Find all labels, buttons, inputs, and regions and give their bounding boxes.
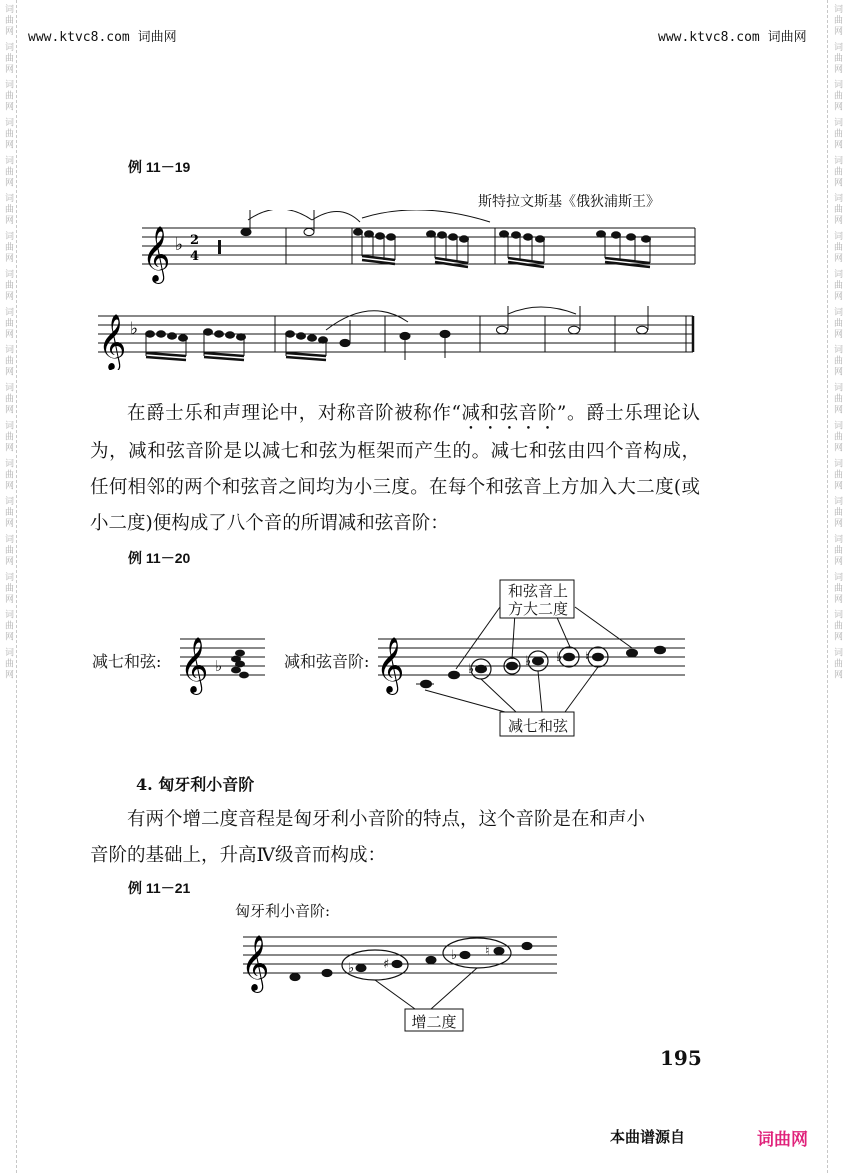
treble-clef-5: 𝄞 bbox=[241, 935, 270, 991]
paragraph-1-text-a: 在爵士乐和声理论中，对称音阶被称作“ bbox=[127, 403, 461, 424]
paragraph-diminished-scale bbox=[90, 396, 700, 542]
left-watermark-text: 词曲网 词曲网 词曲网 词曲网 词曲网 词曲网 词曲网 词曲网 词曲网 词曲网 词曲网 词曲网 词曲网 词曲网 词曲网 词曲网 词曲网 词曲网 bbox=[3, 4, 13, 681]
paragraph-1-text-b: ”。爵士乐理论认为，减和弦音阶是以减七和弦为框架而产生的。减七和弦由四个音构成，任何相邻的两个和弦音之间均为小三度。在每个和弦音上方加入大二度(或小二度)便构成了八个音的所谓减和弦音阶： bbox=[90, 403, 700, 534]
key-signature-flat-2: ♭ bbox=[130, 319, 139, 339]
svg-text:♭: ♭ bbox=[525, 654, 532, 669]
example-label-11-21: 例 11－21 bbox=[128, 880, 191, 896]
paragraph-hungarian-scale bbox=[90, 802, 700, 874]
footer-source-text: 本曲谱源自 bbox=[610, 1128, 686, 1146]
dim7-chord-label: 减七和弦: bbox=[92, 652, 162, 671]
header-url-left[interactable]: www.ktvc8.com 词曲网 bbox=[28, 30, 177, 45]
notes-system-1 bbox=[218, 210, 651, 267]
paragraph-2-line-2: 音阶的基础上，升高Ⅳ级音而构成： bbox=[90, 845, 386, 866]
score-example-11-21 bbox=[235, 915, 565, 1035]
svg-text:4: 4 bbox=[190, 249, 200, 264]
staff-system-2 bbox=[98, 316, 693, 352]
interval-connectors bbox=[375, 968, 477, 1009]
page-number: 195 bbox=[660, 1046, 702, 1070]
score-example-11-19 bbox=[90, 210, 710, 370]
svg-text:♭: ♭ bbox=[556, 650, 563, 665]
svg-text:♭: ♭ bbox=[468, 662, 475, 677]
right-watermark-strip bbox=[827, 0, 844, 1173]
svg-text:♯: ♯ bbox=[383, 957, 390, 972]
box-top-line-2: 方大二度 bbox=[507, 600, 568, 618]
paragraph-2-line-1: 有两个增二度音程是匈牙利小音阶的特点，这个音阶是在和声小 bbox=[127, 809, 646, 830]
scale-staff bbox=[378, 639, 685, 684]
section-heading: 4. 匈牙利小音阶 bbox=[136, 775, 255, 794]
box-dim7-label: 减七和弦 bbox=[507, 717, 568, 735]
hungarian-scale-caption: 匈牙利小音阶: bbox=[235, 902, 331, 920]
example-label-11-20: 例 11－20 bbox=[128, 550, 191, 566]
box-augmented-second-label: 增二度 bbox=[411, 1013, 457, 1031]
right-watermark-text: 词曲网 词曲网 词曲网 词曲网 词曲网 词曲网 词曲网 词曲网 词曲网 词曲网 词曲网 词曲网 词曲网 词曲网 词曲网 词曲网 词曲网 词曲网 bbox=[832, 4, 842, 681]
svg-text:♮: ♮ bbox=[485, 944, 490, 959]
left-watermark-strip bbox=[0, 0, 17, 1173]
time-signature-1: 2 bbox=[190, 233, 200, 248]
svg-text:♭: ♭ bbox=[451, 948, 458, 963]
dim7-chord-notes bbox=[215, 650, 249, 679]
svg-text:♮: ♮ bbox=[585, 650, 590, 665]
box-top-line-1: 和弦音上 bbox=[507, 582, 568, 600]
svg-text:♭: ♭ bbox=[215, 657, 223, 675]
diminished-scale-label: 减和弦音阶: bbox=[284, 652, 370, 671]
composer-credit: 斯特拉文斯基《俄狄浦斯王》 bbox=[478, 194, 660, 210]
hungarian-notes bbox=[290, 942, 532, 980]
score-example-11-20 bbox=[170, 575, 700, 740]
treble-clef-4: 𝄞 bbox=[376, 637, 405, 693]
footer-logo[interactable]: 词曲网 bbox=[757, 1130, 808, 1150]
treble-clef-2: 𝄞 bbox=[98, 314, 127, 370]
term-diminished-scale: 减和弦音阶 bbox=[460, 403, 557, 424]
svg-text:♭: ♭ bbox=[348, 961, 355, 976]
header-url-right[interactable]: www.ktvc8.com 词曲网 bbox=[658, 30, 807, 45]
treble-clef-3: 𝄞 bbox=[180, 637, 209, 693]
example-label-11-19: 例 11－19 bbox=[128, 159, 191, 175]
key-signature-flat-1: ♭ bbox=[175, 235, 184, 255]
treble-clef-1: 𝄞 bbox=[142, 226, 171, 282]
box-major-second-label bbox=[503, 582, 573, 618]
